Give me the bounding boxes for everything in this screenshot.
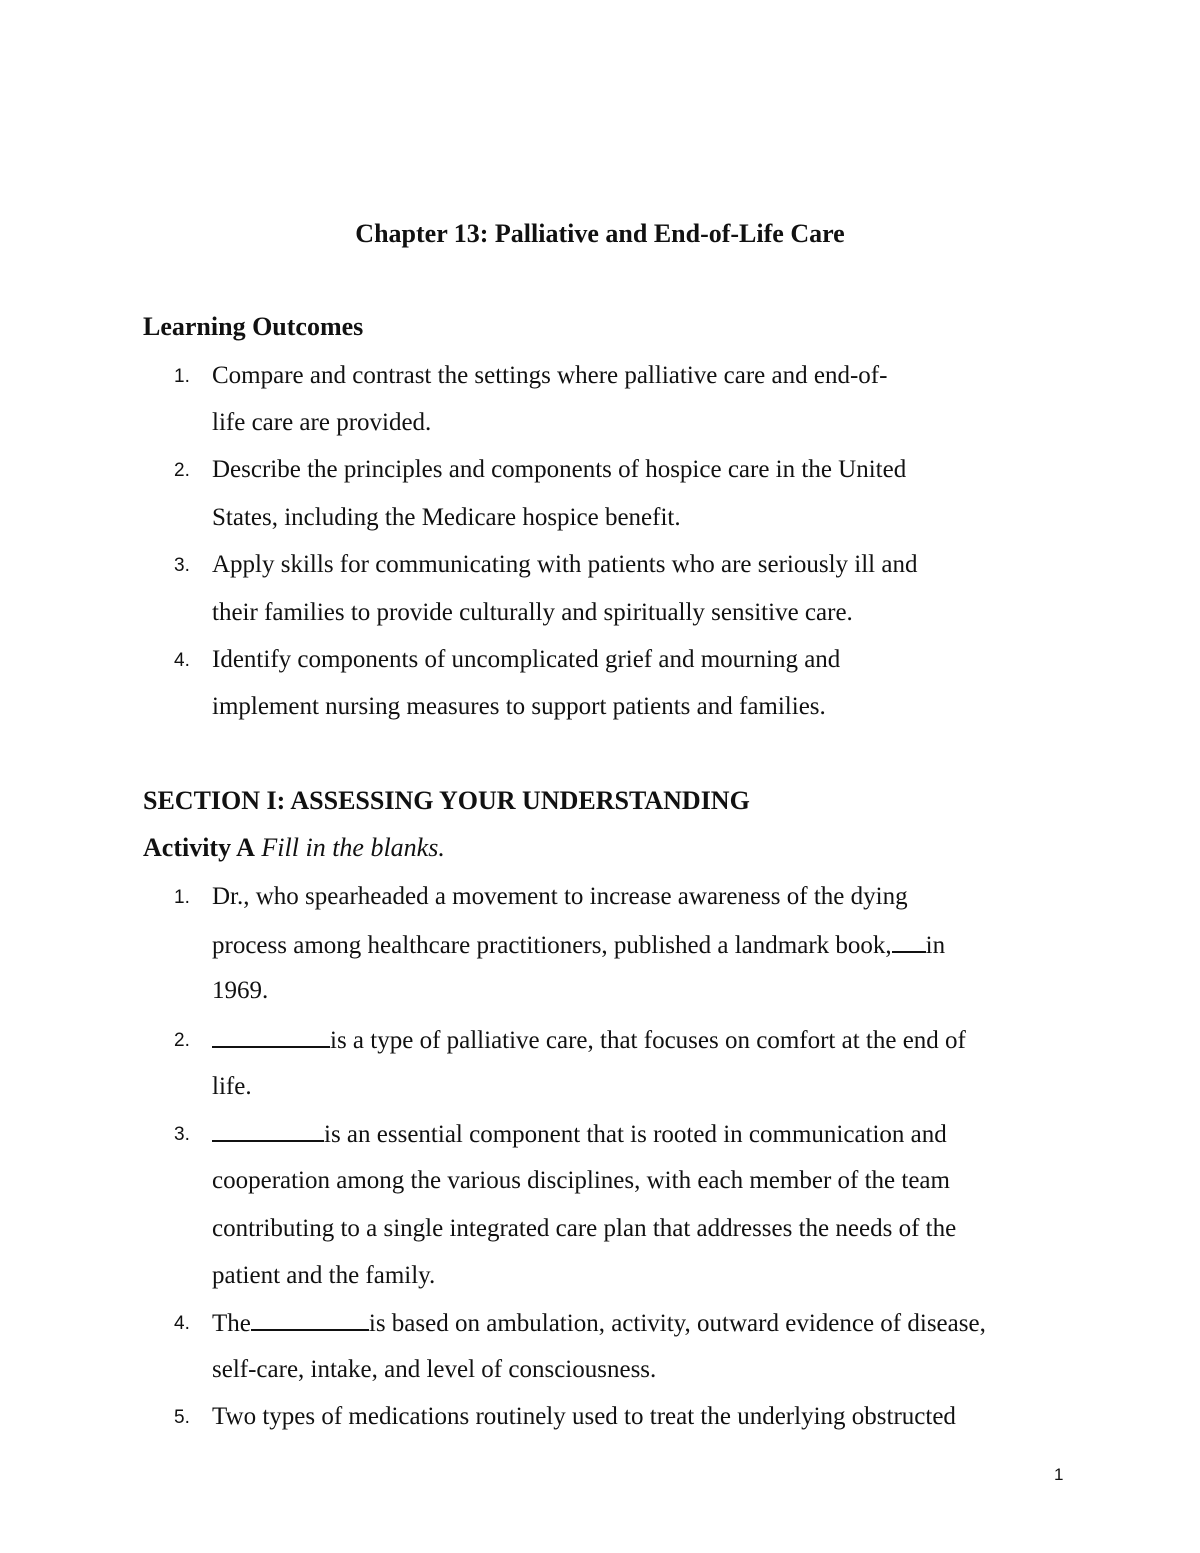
question-text-part: is based on ambulation, activity, outward evidence of disease, [368, 1310, 986, 1337]
outcome-text: Compare and contrast the settings where palliative care and end-of- [212, 362, 888, 389]
outcome-text: Describe the principles and components of hospice care in the United [212, 456, 907, 483]
page-number: 1 [1054, 1465, 1064, 1484]
question-text: contributing to a single integrated care plan that addresses the needs of the [212, 1215, 957, 1242]
outcome-number: 3. [174, 555, 190, 576]
question-number: 3. [174, 1124, 190, 1145]
activity-heading [143, 832, 445, 864]
activity-instruction: Fill in the blanks. [261, 833, 445, 862]
question-text: self-care, intake, and level of consciousness. [212, 1356, 657, 1383]
section-heading: SECTION I: ASSESSING YOUR UNDERSTANDING [143, 786, 750, 815]
question-text [212, 929, 945, 962]
question-text-part: The [212, 1310, 251, 1337]
answer-blank[interactable] [892, 929, 926, 953]
outcome-text: Apply skills for communicating with patients who are seriously ill and [212, 551, 918, 578]
answer-blank[interactable] [212, 1118, 324, 1142]
question-number: 2. [174, 1030, 190, 1051]
outcome-text: implement nursing measures to support patients and families. [212, 693, 826, 720]
question-text: Two types of medications routinely used to treat the underlying obstructed [212, 1403, 956, 1430]
question-text [212, 1307, 986, 1340]
question-number: 4. [174, 1313, 190, 1334]
question-text-part: is a type of palliative care, that focuses on comfort at the end of [330, 1027, 966, 1054]
answer-blank[interactable] [251, 1307, 369, 1331]
question-text: cooperation among the various disciplines, with each member of the team [212, 1167, 950, 1194]
question-text-part: is an essential component that is rooted in communication and [324, 1121, 947, 1148]
activity-label: Activity A [143, 833, 255, 862]
outcome-number: 4. [174, 650, 190, 671]
question-text [212, 1118, 947, 1151]
outcome-text: their families to provide culturally and spiritually sensitive care. [212, 599, 853, 626]
question-text: Dr., who spearheaded a movement to increase awareness of the dying [212, 883, 908, 910]
question-text [212, 1024, 966, 1057]
question-number: 1. [174, 887, 190, 908]
question-number: 5. [174, 1407, 190, 1428]
outcome-text: States, including the Medicare hospice benefit. [212, 504, 681, 531]
outcome-text: Identify components of uncomplicated grief and mourning and [212, 646, 841, 673]
question-text: 1969. [212, 977, 269, 1004]
question-text: patient and the family. [212, 1262, 436, 1289]
outcome-number: 2. [174, 460, 190, 481]
answer-blank[interactable] [212, 1024, 330, 1048]
chapter-title: Chapter 13: Palliative and End-of-Life Care [355, 219, 845, 248]
question-text-part: process among healthcare practitioners, published a landmark book, [212, 932, 892, 959]
question-text-part: in [925, 932, 946, 959]
outcome-text: life care are provided. [212, 409, 432, 436]
learning-outcomes-heading: Learning Outcomes [143, 312, 364, 341]
outcome-number: 1. [174, 366, 190, 387]
question-text: life. [212, 1073, 252, 1100]
